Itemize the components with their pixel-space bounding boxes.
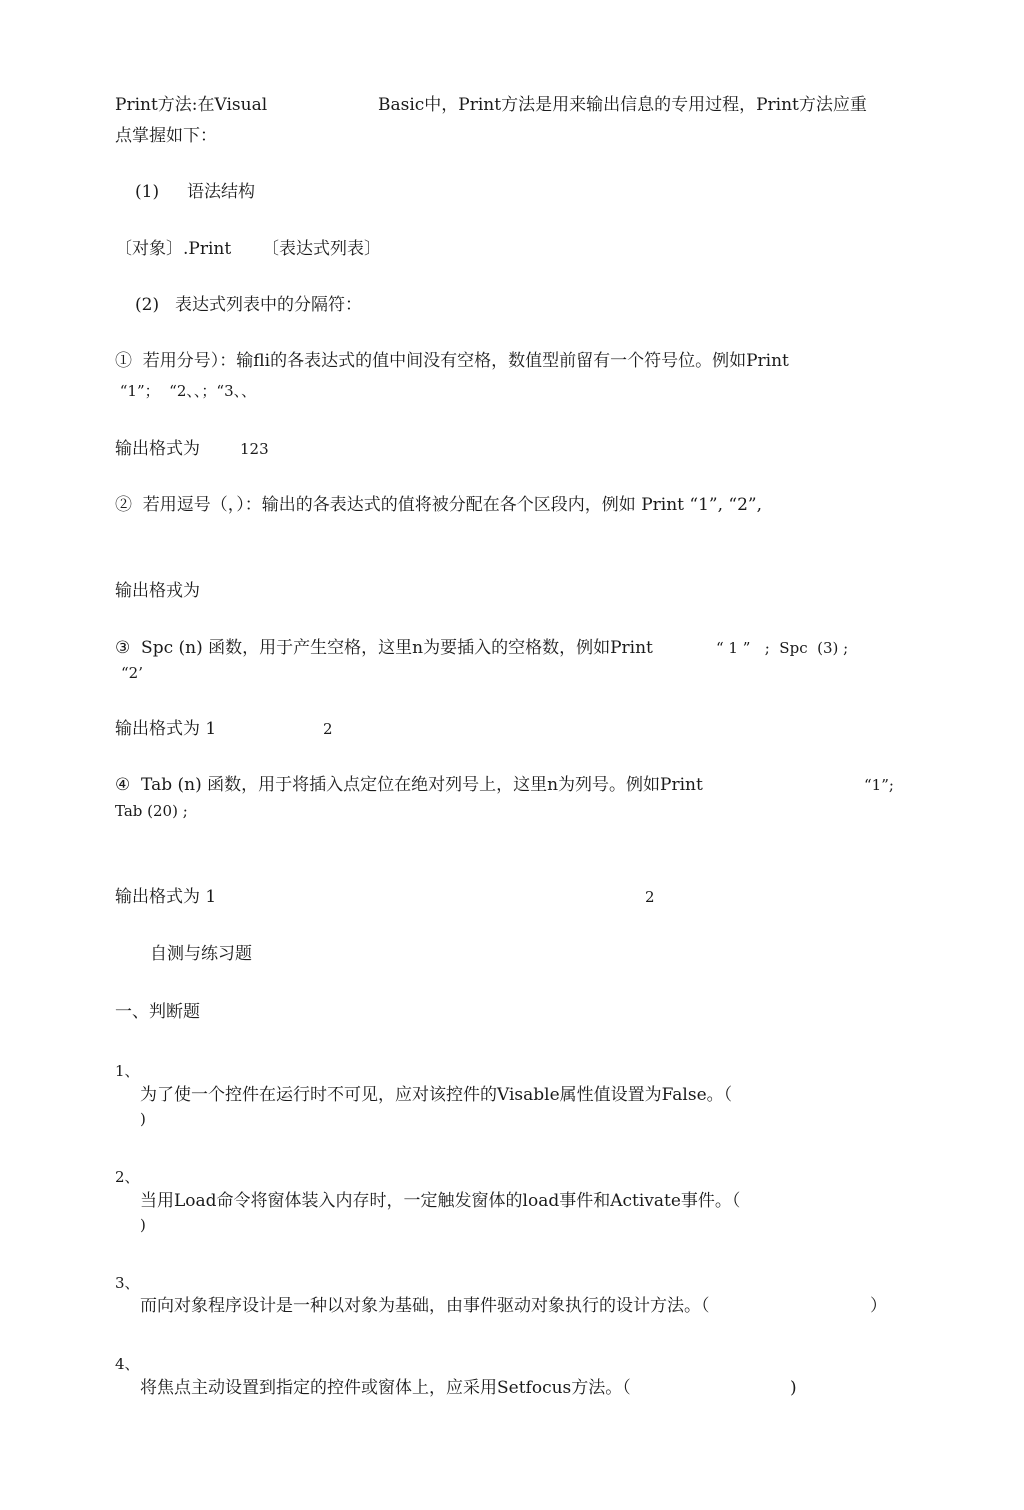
item2-text: ② 若用逗号（，）：输出的各表达式的值将被分配在各个区段内，例如 Print “1”, “2”, xyxy=(115,495,763,515)
question-number: 3、 xyxy=(115,1274,140,1292)
question-answer-close: ) xyxy=(140,1216,146,1234)
question-number: 4、 xyxy=(115,1355,140,1373)
item3-output-value: 2 xyxy=(323,720,333,738)
item3-output-label: 输出格式为 1 xyxy=(115,719,217,739)
question-number: 1、 xyxy=(115,1062,140,1080)
item3-text-continued: “ 1 ” ; Spc (3) ; xyxy=(716,639,849,657)
section2-number: (2) xyxy=(135,295,160,315)
section1-number: (1) xyxy=(135,182,160,202)
item4-output-value: 2 xyxy=(645,888,655,906)
item1-example: “1”； “2、、；“3、、 xyxy=(115,382,257,400)
question-answer-close: ) xyxy=(140,1110,146,1128)
intro-line1-b: Basic中，Print方法是用来输出信息的专用过程，Print方法应重 xyxy=(378,95,867,115)
item3-text: ③ Spc (n) 函数，用于产生空格，这里n为要插入的空格数，例如Print xyxy=(115,638,653,658)
question-number: 2、 xyxy=(115,1168,140,1186)
syntax-expression-list: 〔表达式列表〕 xyxy=(262,239,381,259)
syntax-object: 〔对象〕.Print xyxy=(115,239,232,259)
question-text: 而向对象程序设计是一种以对象为基础，由事件驱动对象执行的设计方法。（ xyxy=(140,1296,710,1316)
section2-heading: 表达式列表中的分隔符： xyxy=(175,295,362,315)
item3-text-wrap: “2’ xyxy=(121,664,143,682)
question-text: 为了使一个控件在运行时不可见，应对该控件的Visable属性值设置为False。（ xyxy=(140,1085,733,1105)
item1-output-value: 123 xyxy=(240,440,269,458)
item1-output-label: 输出格式为 xyxy=(115,439,200,459)
item4-text: ④ Tab (n) 函数，用于将插入点定位在绝对列号上，这里n为列号。例如Print xyxy=(115,775,703,795)
item1-text: ① 若用分号）：输fli的各表达式的值中间没有空格，数值型前留有一个符号位。例如Print xyxy=(115,351,789,371)
item4-output-label: 输出格式为 1 xyxy=(115,887,217,907)
question-answer-close: ） xyxy=(870,1296,887,1316)
item2-output-label: 输出格戎为 xyxy=(115,581,200,601)
part1-heading: 一、判断题 xyxy=(115,1002,200,1022)
item4-text-wrap: Tab (20) ; xyxy=(115,802,188,820)
exercises-title: 自测与练习题 xyxy=(150,944,252,964)
item4-text-continued: “1”; xyxy=(864,776,894,794)
intro-line2: 点掌握如下： xyxy=(115,126,217,146)
section1-heading: 语法结构 xyxy=(187,182,255,202)
intro-line1-a: Print方法:在Visual xyxy=(115,95,268,115)
question-text: 将焦点主动设置到指定的控件或窗体上，应采用Setfocus方法。（ xyxy=(140,1378,631,1398)
question-answer-close: ) xyxy=(790,1378,797,1398)
question-text: 当用Load命令将窗体装入内存时，一定触发窗体的load事件和Activate事件。（ xyxy=(140,1191,741,1211)
